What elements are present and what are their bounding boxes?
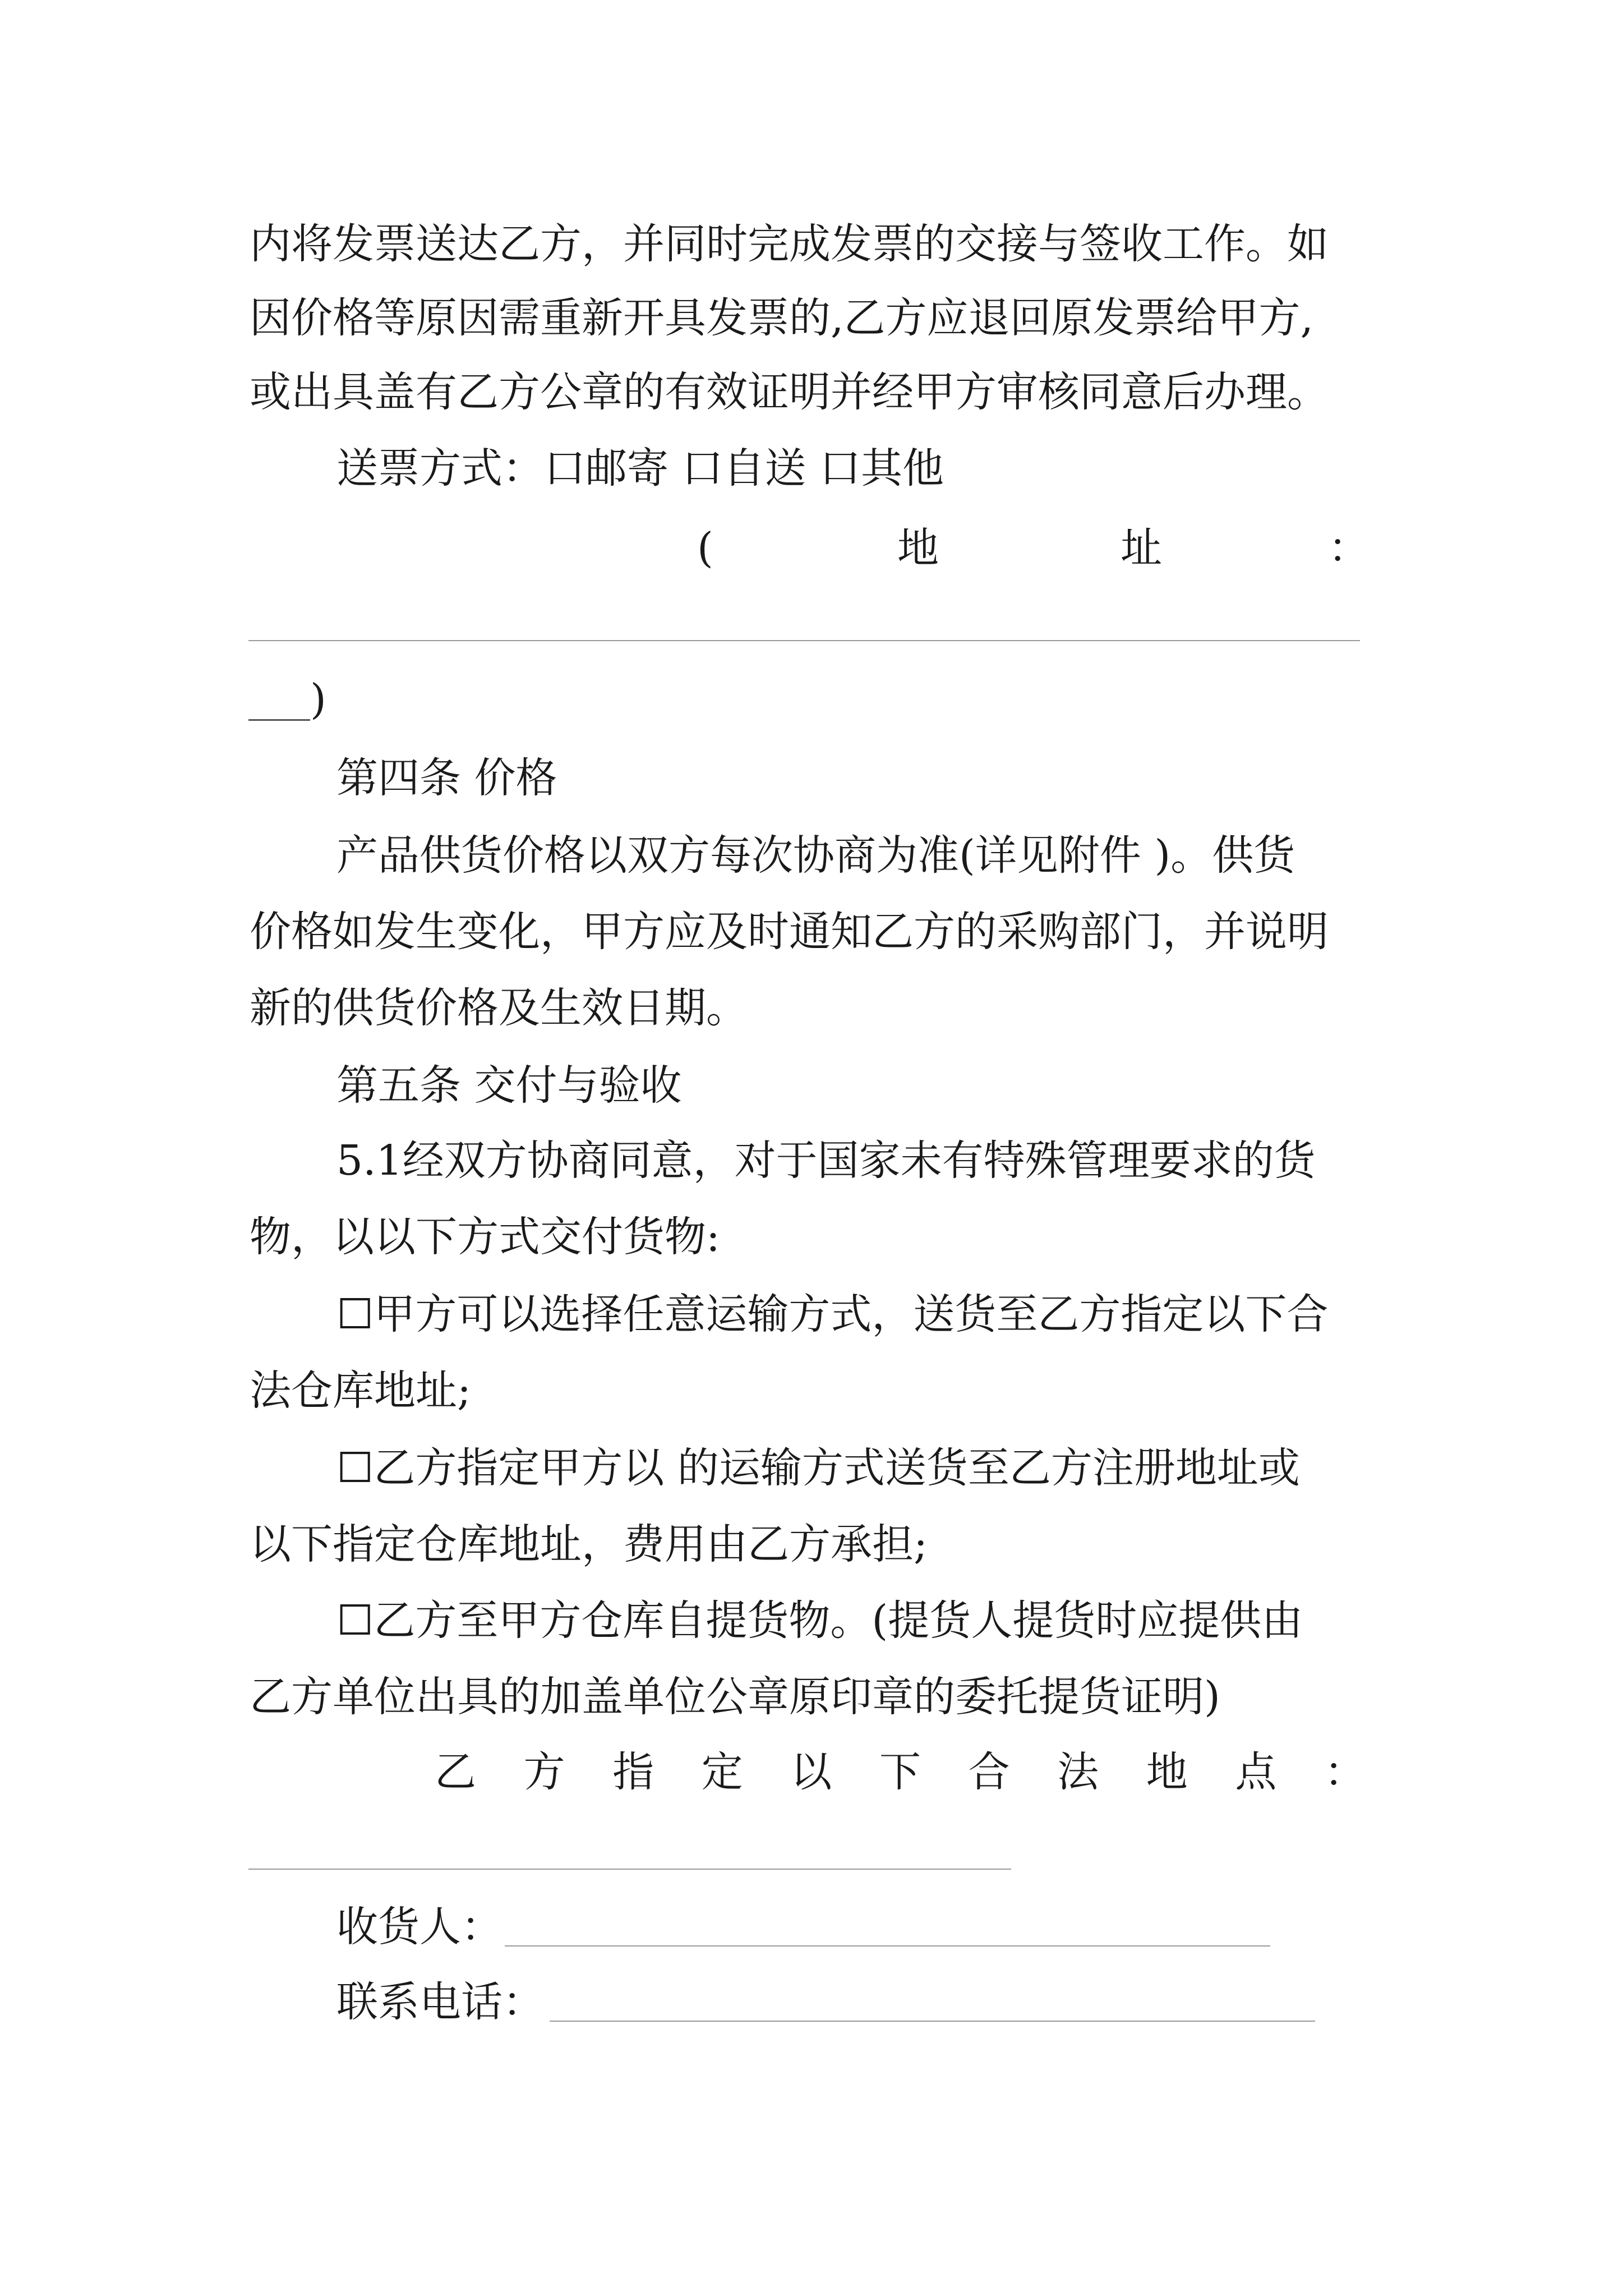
paragraph-line: 法仓库地址;: [250, 1366, 471, 1415]
location-char: 指: [612, 1748, 654, 1796]
location-char: 法: [1057, 1748, 1099, 1796]
location-char: 以: [790, 1748, 832, 1796]
option-1-line: ☐甲方可以选择任意运输方式，送货至乙方指定以下合: [336, 1290, 1329, 1338]
send-method-line: 送票方式：口邮寄 口自送 口其他: [336, 444, 944, 493]
paragraph-line: 物，以以下方式交付货物:: [250, 1213, 720, 1261]
receiver-blank-line: [505, 1945, 1270, 1947]
phone-label: 联系电话：: [336, 1978, 544, 2026]
address-blank-line: [248, 640, 1360, 641]
location-char: 地: [1146, 1748, 1188, 1796]
address-label-char: 址: [1121, 524, 1162, 572]
location-char: 定: [701, 1748, 743, 1796]
location-char: 合: [968, 1748, 1010, 1796]
option-2-line: ☐乙方指定甲方以 的运输方式送货至乙方注册地址或: [336, 1444, 1300, 1492]
address-colon: ：: [1328, 524, 1370, 572]
paragraph-line: 内将发票送达乙方，并同时完成发票的交接与签收工作。如: [250, 220, 1329, 268]
receiver-label: 收货人：: [336, 1903, 502, 1951]
paragraph-line: 以下指定仓库地址，费用由乙方承担;: [250, 1520, 928, 1568]
location-char: 下: [879, 1748, 921, 1796]
option-3-line: ☐乙方至甲方仓库自提货物。(提货人提货时应提供由: [336, 1596, 1303, 1645]
address-open-paren: (: [697, 524, 713, 572]
location-line: [435, 1748, 1366, 1796]
address-label-char: 地: [897, 524, 939, 572]
location-char: ：: [1324, 1748, 1366, 1796]
paragraph-line: 因价格等原因需重新开具发票的,乙方应退回原发票给甲方,: [250, 294, 1314, 342]
location-char: 乙: [435, 1748, 476, 1796]
paragraph-line: 或出具盖有乙方公章的有效证明并经甲方审核同意后办理。: [250, 368, 1329, 416]
paragraph-line: 产品供货价格以双方每次协商为准(详见附件 )。供货: [336, 831, 1295, 880]
article-4-title: 第四条 价格: [336, 754, 557, 802]
address-close-paren: ): [310, 675, 326, 724]
location-char: 点: [1235, 1748, 1277, 1796]
paragraph-line: 乙方单位出具的加盖单位公章原印章的委托提货证明): [250, 1673, 1220, 1721]
paragraph-line: 新的供货价格及生效日期。: [250, 984, 748, 1032]
phone-blank-line: [550, 2021, 1315, 2022]
article-5-title: 第五条 交付与验收: [336, 1061, 682, 1110]
paragraph-line: 5.1经双方协商同意，对于国家未有特殊管理要求的货: [336, 1137, 1316, 1185]
address-blank-tail: [248, 719, 310, 721]
paragraph-line: 价格如发生变化，甲方应及时通知乙方的采购部门，并说明: [250, 908, 1329, 956]
location-char: 方: [523, 1748, 565, 1796]
location-blank-line: [248, 1869, 1011, 1870]
